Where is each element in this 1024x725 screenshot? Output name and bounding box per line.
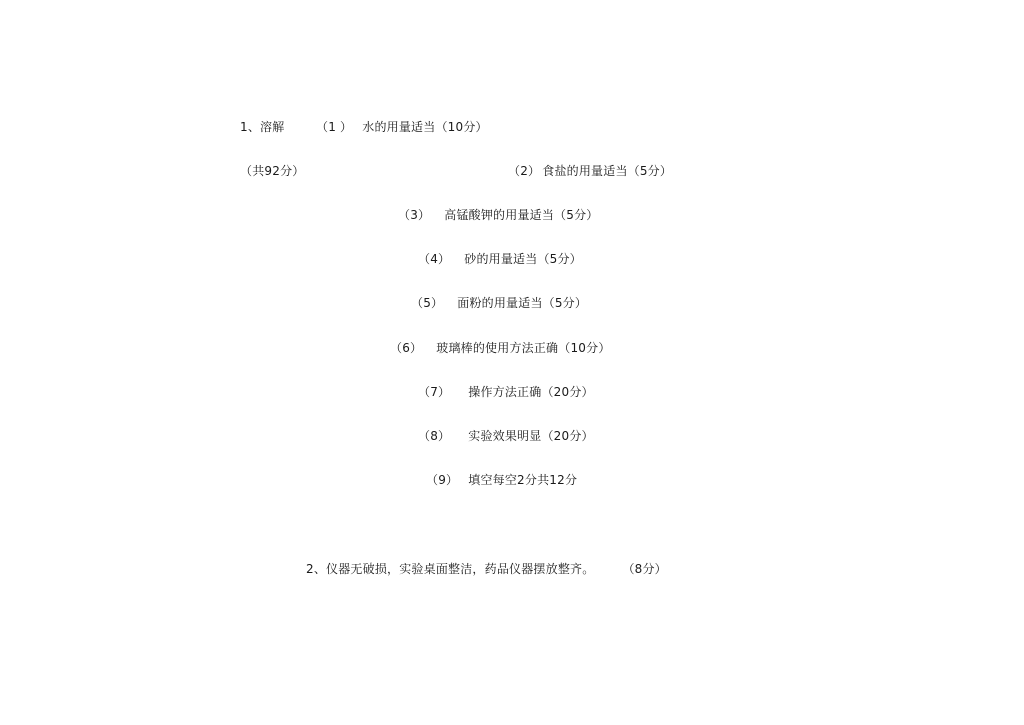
- criterion-3: [398, 208, 599, 222]
- criterion-text: 填空每空2分共12分: [468, 473, 578, 487]
- section1-total: [240, 164, 304, 178]
- section1-total-score: （共92分）: [240, 164, 305, 178]
- criterion-number: （7）: [418, 385, 451, 399]
- criterion-text: 操作方法正确（20分）: [468, 385, 594, 399]
- criterion-text: 食盐的用量适当（5分）: [542, 164, 673, 178]
- section2-score: （8分）: [622, 562, 667, 576]
- section2-text: 2、仪器无破损，实验桌面整洁，药品仪器摆放整齐。: [306, 562, 595, 576]
- criterion-7: [418, 385, 594, 399]
- criterion-number: （9）: [426, 473, 459, 487]
- section1-number: 1、溶解: [240, 120, 285, 134]
- criterion-text: 实验效果明显（20分）: [468, 429, 594, 443]
- criterion-number: （5）: [411, 296, 444, 310]
- criterion-number: （8）: [418, 429, 451, 443]
- criterion-1: [316, 120, 488, 134]
- criterion-number: （6）: [390, 341, 423, 355]
- criterion-8: [418, 429, 594, 443]
- criterion-number: （2）: [508, 164, 541, 178]
- section2-heading: [306, 562, 667, 576]
- criterion-number: （3）: [398, 208, 431, 222]
- criterion-text: 高锰酸钾的用量适当（5分）: [444, 208, 599, 222]
- criterion-number: （1 ）: [316, 120, 353, 134]
- criterion-2: [508, 164, 672, 178]
- criterion-4: [418, 252, 582, 266]
- criterion-6: [390, 341, 611, 355]
- criterion-text: 水的用量适当（10分）: [362, 120, 488, 134]
- criterion-text: 面粉的用量适当（5分）: [457, 296, 588, 310]
- criterion-number: （4）: [418, 252, 451, 266]
- criterion-9: [426, 473, 577, 487]
- criterion-text: 玻璃棒的使用方法正确（10分）: [436, 341, 611, 355]
- criterion-5: [411, 296, 587, 310]
- criterion-text: 砂的用量适当（5分）: [464, 252, 582, 266]
- section1-heading: [240, 120, 284, 134]
